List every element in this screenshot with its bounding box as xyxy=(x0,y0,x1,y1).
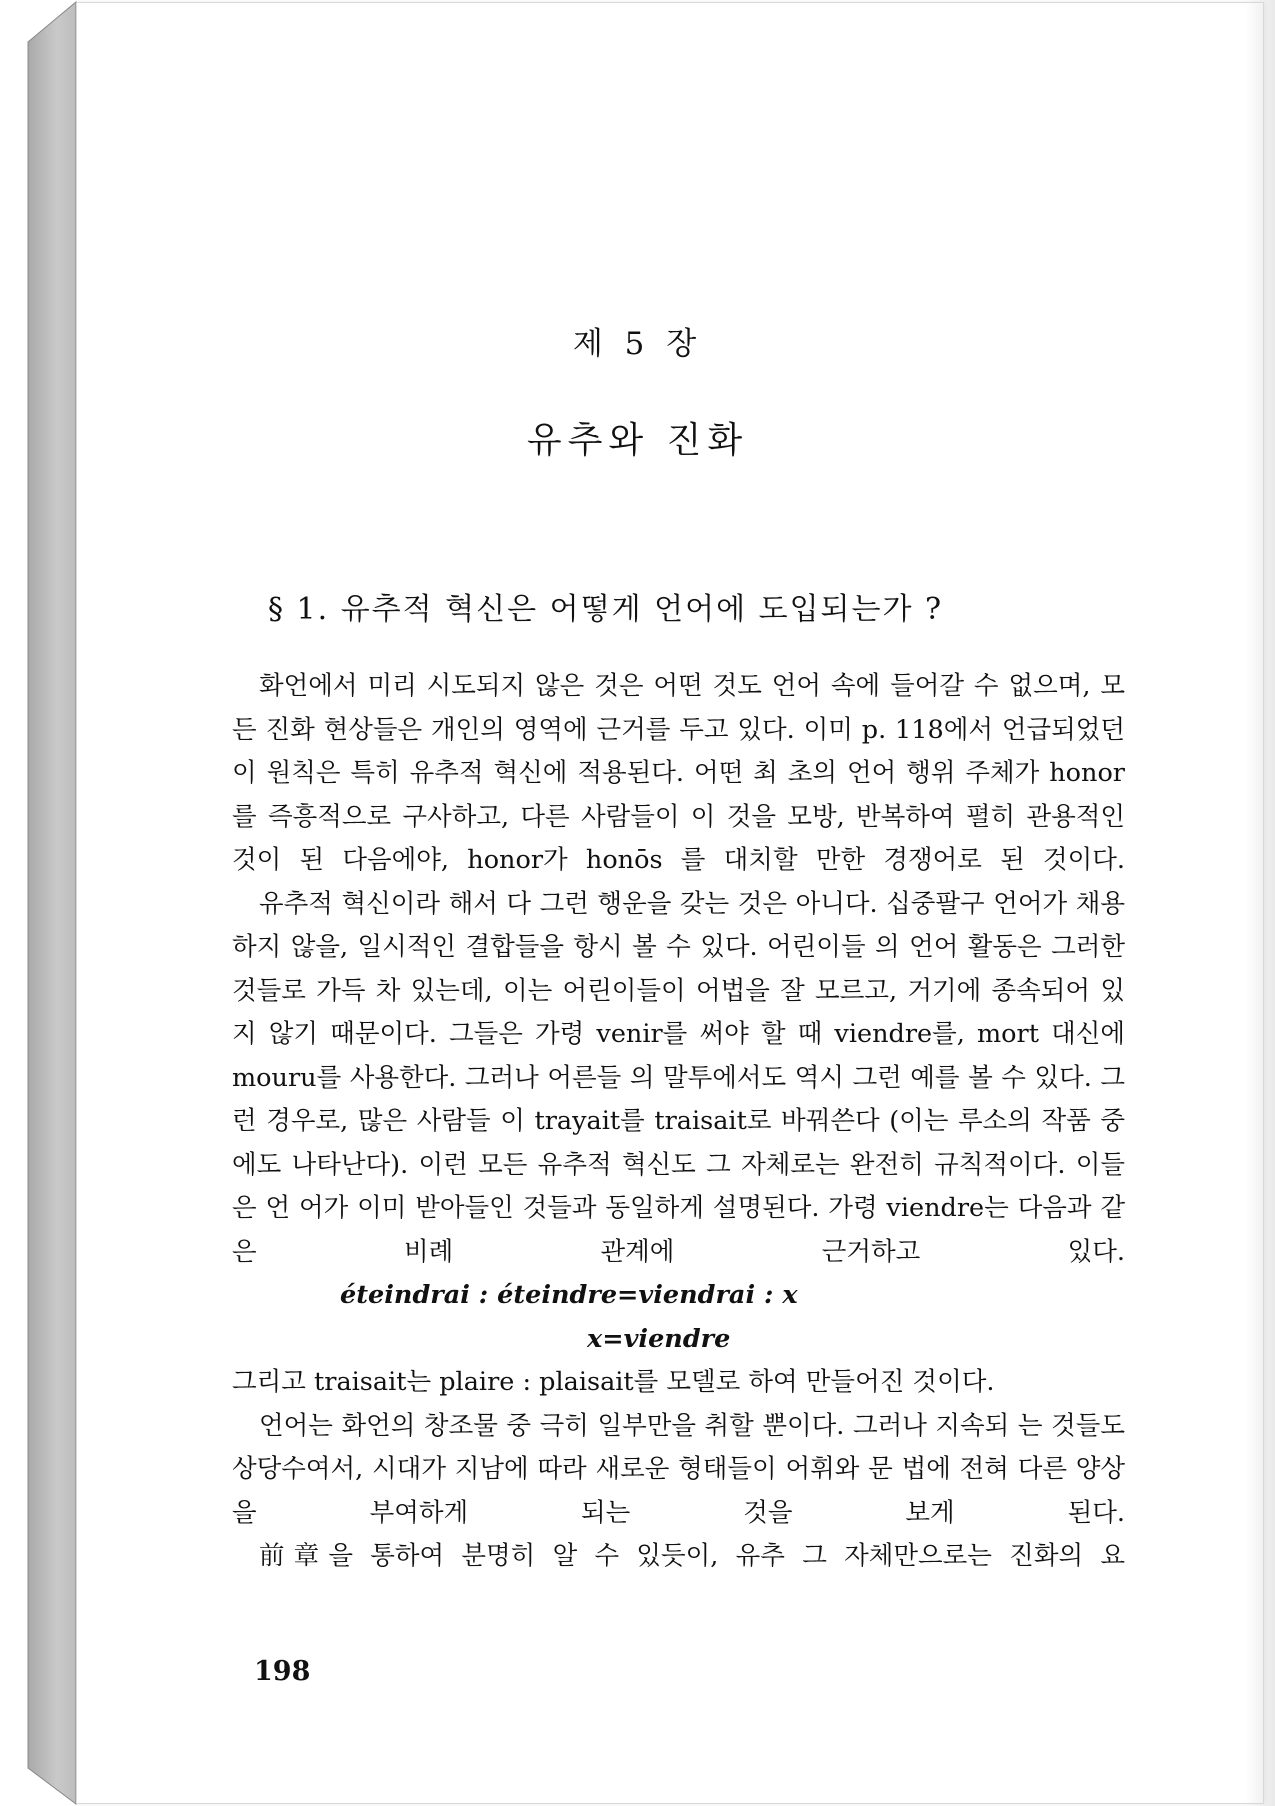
section-heading: § 1. 유추적 혁신은 어떻게 언어에 도입되는가 ? xyxy=(268,592,944,627)
paragraph-4: 언어는 화언의 창조물 중 극히 일부만을 취할 뿐이다. 그러나 지속되 는 것들도 상당수여서, 시대가 지남에 따라 새로운 형태들이 어휘와 문 법에 전혀 다른 양상을 부여하게 되는 것을 보게 된다. xyxy=(232,1410,1126,1528)
paragraph-5: 前章을 통하여 분명히 알 수 있듯이, 유추 그 자체만으로는 진화의 요 xyxy=(259,1541,1125,1571)
paragraph-1: 화언에서 미리 시도되지 않은 것은 어떤 것도 언어 속에 들어갈 수 없으며, 모든 진화 현상들은 개인의 영역에 근거를 두고 있다. 이미 p. 118에서 언급되었던 이 원칙은 특히 유추적 혁신에 적용된다. 어떤 최 초의 언어 행위 주체가 honor를 즉흥적으로 구사하고, 다른 사람들이 이 것을 모방, 반복하여 펼히 관용적인 것이 된 다음에야, honor가 honōs 를 대치할 만한 경쟁어로 된 것이다. xyxy=(232,671,1125,875)
paragraph-2: 유추적 혁신이라 해서 다 그런 행운을 갖는 것은 아니다. 십중팔구 언어가 채용하지 않을, 일시적인 결합들을 항시 볼 수 있다. 어린이들 의 언어 활동은 그러한 것들로 가득 차 있는데, 이는 어린이들이 어법을 잘 모르고, 거기에 종속되어 있지 않기 때문이다. 그들은 가령 venir를 써야 할 때 viendre를, mort 대신에 mouru를 사용한다. 그러나 어른들 의 말투에서도 역시 그런 예를 볼 수 있다. 그런 경우로, 많은 사람들 이 trayait를 traisait로 바꿔쓴다 (이는 루소의 작품 중에도 나타난다). 이런 모든 유추적 혁신도 그 자체로는 완전히 규칙적이다. 이들은 언 어가 이미 받아들인 것들과 동일하게 설명된다. 가령 viendre는 다음과 같은 비례 관계에 근거하고 있다. xyxy=(232,888,1126,1267)
page-edge-shadow xyxy=(1245,0,1275,1806)
chapter-number: 제 5 장 xyxy=(572,326,703,362)
paragraph-3: 그리고 traisait는 plaire : plaisait를 모델로 하여 만들어진 것이다. xyxy=(232,1367,995,1397)
chapter-title: 유추와 진화 xyxy=(526,420,749,461)
body-text xyxy=(232,665,1125,1579)
page-number: 198 xyxy=(254,1656,311,1687)
proportion-formula: éteindrai : éteindre=viendrai : x xyxy=(340,1280,798,1310)
proportion-result: x=viendre xyxy=(587,1323,731,1354)
